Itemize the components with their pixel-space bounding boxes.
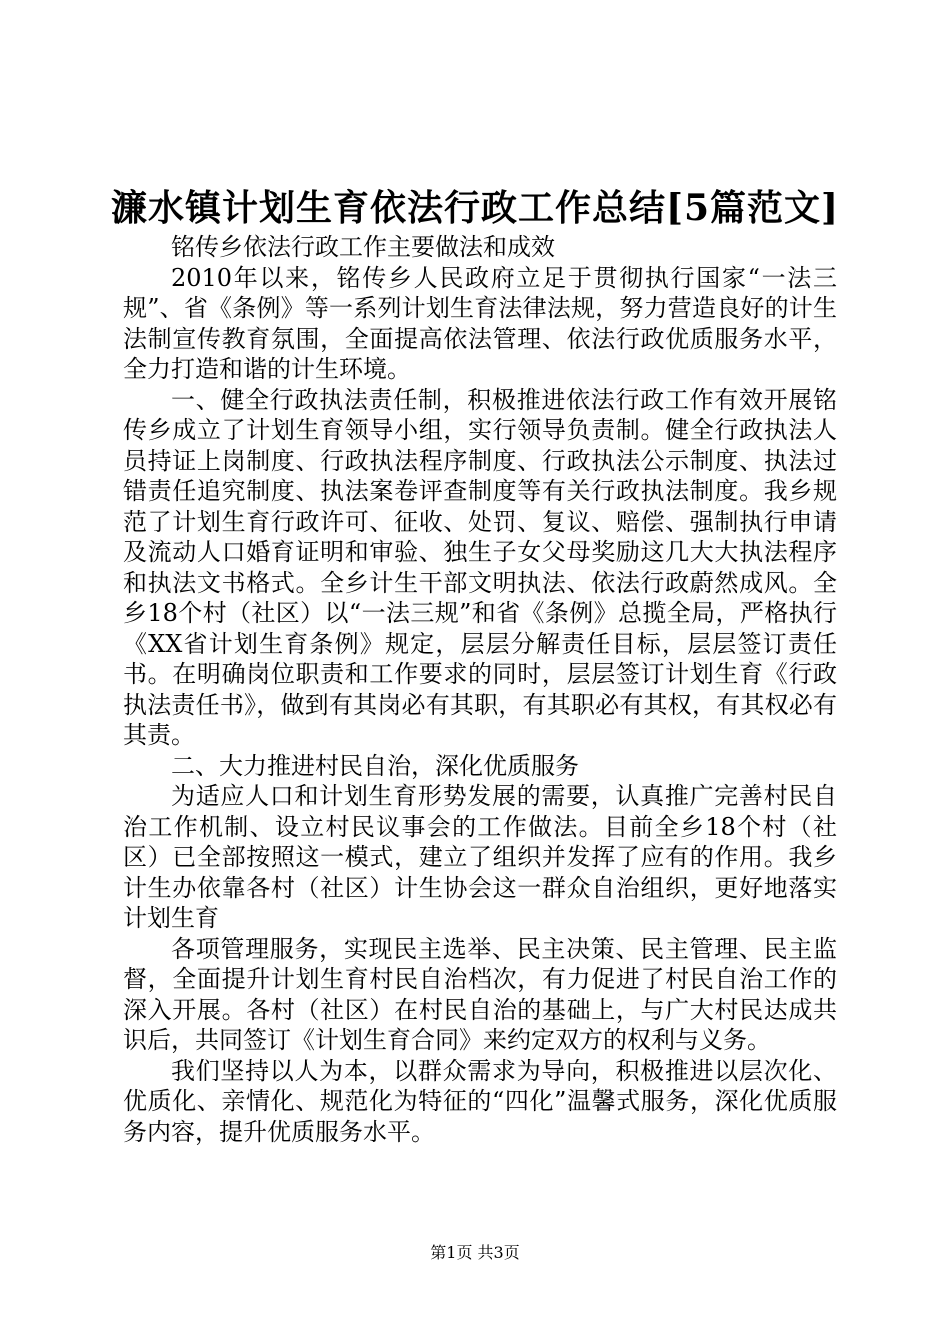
document-title: 濂水镇计划生育依法行政工作总结[5篇范文] xyxy=(110,187,840,229)
document-body xyxy=(123,232,837,1147)
paragraph-overview: 2010年以来，铭传乡人民政府立足于贯彻执行国家“一法三规”、省《条例》等一系列计划生育法律法规，努力营造良好的计生法制宣传教育氛围，全面提高依法管理、依法行政优质服务水平，全力打造和谐的计生环境。 xyxy=(123,263,837,383)
paragraph-section-one: 一、健全行政执法责任制，积极推进依法行政工作有效开展铭传乡成立了计划生育领导小组，实行领导负责制。健全行政执法人员持证上岗制度、行政执法程序制度、行政执法公示制度、执法过错责任追究制度、执法案卷评查制度等有关行政执法制度。我乡规范了计划生育行政许可、征收、处罚、复议、赔偿、强制执行申请及流动人口婚育证明和审验、独生子女父母奖励这几大大执法程序和执法文书格式。全乡计生干部文明执法、依法行政蔚然成风。全乡18个村（社区）以“一法三规”和省《条例》总揽全局，严格执行《XX省计划生育条例》规定，层层分解责任目标，层层签订责任书。在明确岗位职责和工作要求的同时，层层签订计划生育《行政执法责任书》，做到有其岗必有其职，有其职必有其权，有其权必有其责。 xyxy=(123,385,837,749)
paragraph-heading-section-two: 二、大力推进村民自治，深化优质服务 xyxy=(171,751,579,780)
page-number-footer: 第1页 共3页 xyxy=(430,1243,520,1262)
paragraph-heading-intro: 铭传乡依法行政工作主要做法和成效 xyxy=(171,233,555,261)
paragraph-section-two-a: 为适应人口和计划生育形势发展的需要，认真推广完善村民自治工作机制、设立村民议事会的工作做法。目前全乡18个村（社区）已全部按照这一模式，建立了组织并发挥了应有的作用。我乡计生办依靠各村（社区）计生协会这一群众自治组织，更好地落实计划生育 xyxy=(123,782,837,932)
paragraph-section-two-b: 各项管理服务，实现民主选举、民主决策、民主管理、民主监督，全面提升计划生育村民自治档次，有力促进了村民自治工作的深入开展。各村（社区）在村民自治的基础上，与广大村民达成共识后，共同签订《计划生育合同》来约定双方的权利与义务。 xyxy=(123,934,837,1054)
paragraph-section-two-c: 我们坚持以人为本，以群众需求为导向，积极推进以层次化、优质化、亲情化、规范化为特征的“四化”温馨式服务，深化优质服务内容，提升优质服务水平。 xyxy=(123,1056,837,1146)
